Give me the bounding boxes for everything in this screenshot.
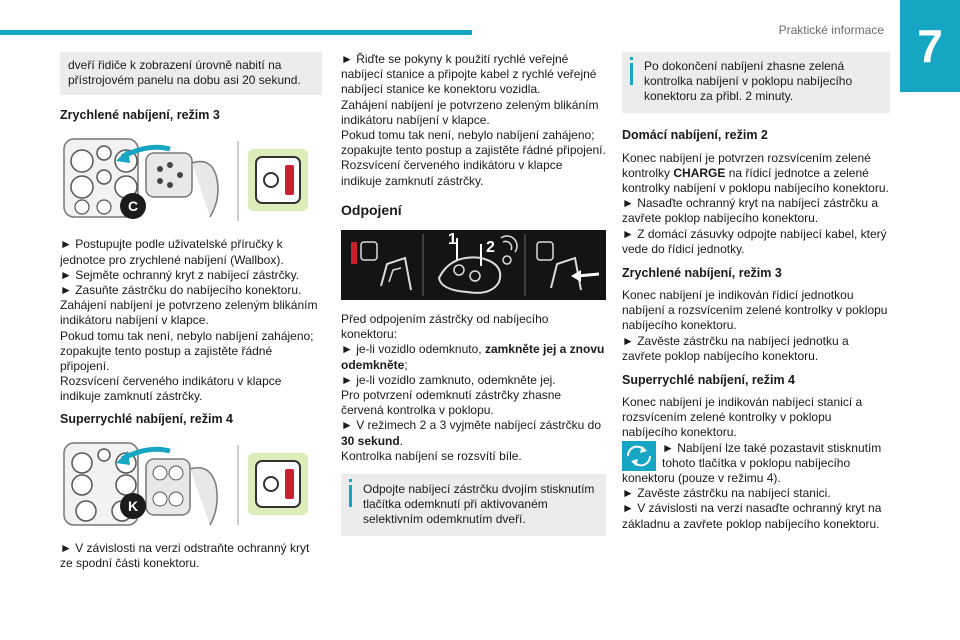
home-step-3: ► Z domácí zásuvky odpojte nabíjecí kabel, který vede do řídicí jednotky. [622, 226, 887, 256]
step-emphasis: CHARGE [673, 165, 726, 180]
heading-home: Domácí nabíjení, režim 2 [622, 127, 768, 142]
note-text: dveří řidiče k zobrazení úrovně nabití na přístrojovém panelu na dobu asi 20 sekund. [68, 58, 301, 88]
mode4-step-3: ► V závislosti na verzi nasaďte ochranný kryt na základnu a zavřete poklop nabíjecího konektoru. [622, 501, 882, 531]
col2-text-3: Pokud tomu tak není, nebylo nabíjení zahájeno; zopakujte tento postup a zajistěte řádné připojení. [341, 128, 606, 158]
step-text: ► V režimech 2 a 3 vyjměte nabíjecí zástrčku do [341, 418, 601, 433]
mode3-steps [60, 237, 322, 404]
disconnect-steps [341, 312, 606, 464]
note-box [60, 52, 322, 95]
home-step-2: ► Nasaďte ochranný kryt na nabíjecí zástrčku a zavřete poklop nabíjecího konektoru. [622, 196, 879, 226]
mode3-steps [622, 288, 890, 364]
step-text: . [399, 433, 404, 448]
disconnect-step-locked: ► je-li vozidlo zamknuto, odemkněte jej. [341, 372, 556, 387]
mode4-text-1: Konec nabíjení je indikován nabíjecí stanicí a rozsvícením zelené kontrolky v poklopu nabíjecího konektoru. [622, 395, 863, 440]
charge-plug-icon [146, 153, 218, 217]
mode4-steps [622, 395, 890, 532]
mode4-step-1: ► V závislosti na verzi odstraňte ochranný kryt ze spodní části konektoru. [60, 540, 310, 570]
home-text-1 [622, 151, 890, 197]
fast-charge-socket-illustration [60, 439, 322, 531]
figure-number-1: 1 [448, 231, 457, 249]
column-2 [341, 52, 606, 536]
chapter-number: 7 [900, 0, 960, 92]
step-text: na řídicí jednotce a zelené kontrolky nabíjení v poklopu nabíjecího konektoru. [622, 165, 889, 196]
info-icon-bar [349, 485, 352, 507]
step-emphasis: 30 sekund [341, 433, 400, 448]
step-text: Konec nabíjení je potvrzen rozsvícením zelené kontrolky [622, 150, 871, 180]
note-box [622, 52, 890, 113]
col2-text-4: Rozsvícení červeného indikátoru v klapce indikuje zamknutí zástrčky. [341, 158, 563, 188]
figure-disconnect [341, 230, 606, 300]
disconnect-step-modes [341, 418, 606, 448]
figure-mode4 [60, 439, 322, 531]
mode3-text-1: Konec nabíjení je indikován řídicí jednotkou nabíjení a rozsvícením zelené kontrolky v poklopu nabíjecího konektoru. [622, 288, 888, 333]
column-3 [622, 52, 890, 532]
figure-number-2: 2 [486, 239, 495, 257]
mode3-step-2: ► Zavěste zástrčku na nabíjecí jednotku a zavřete poklop nabíjecího konektoru. [622, 333, 849, 363]
info-icon [349, 479, 352, 482]
mode3-step-3: ► Zasuňte zástrčku do nabíjecího konektoru. [60, 283, 302, 298]
disconnect-white-light: Kontrolka nabíjení se rozsvítí bíle. [341, 448, 522, 463]
col2-text-1: ► Řiďte se pokyny k použití rychlé veřejné nabíjecí stanice a připojte kabel z rychlé veřejné nabíjecí stanice ke konektoru vozidla. [341, 52, 597, 97]
mode3-text-5: Pokud tomu tak není, nebylo nabíjení zahájeno; zopakujte tento postup a zajistěte řádné připojení. [60, 328, 314, 374]
disconnect-intro: Před odpojením zástrčky od nabíjecího konektoru: [341, 312, 549, 342]
info-icon-bar [630, 63, 633, 85]
col2-text-2: Zahájení nabíjení je potvrzeno zeleným blikáním indikátoru nabíjení v klapce. [341, 97, 599, 127]
figure-mode3 [60, 135, 322, 227]
disconnect-red-light: Pro potvrzení odemknutí zástrčky zhasne červená kontrolka v poklopu. [341, 388, 562, 418]
mode4-step-2: ► Zavěste zástrčku na nabíjecí stanici. [622, 486, 831, 501]
header-accent-bar [0, 30, 472, 35]
section-title: Praktické informace [778, 23, 884, 37]
mode4-button-step [622, 441, 890, 487]
mode3-text-6: Rozsvícení červeného indikátoru v klapce indikuje zamknutí zástrčky. [60, 374, 282, 404]
info-icon [630, 57, 633, 60]
pause-charge-icon [622, 441, 656, 471]
note-box [341, 474, 606, 536]
figure-label-k: K [120, 493, 146, 519]
heading-mode3: Zrychlené nabíjení, režim 3 [60, 108, 220, 123]
heading-mode4: Superrychlé nabíjení, režim 4 [622, 373, 795, 388]
step-emphasis: zamkněte jej a znovu odemkněte [341, 342, 605, 372]
lock-indicator-icon [248, 149, 308, 211]
mode3-text-4: Zahájení nabíjení je potvrzeno zeleným blikáním indikátoru nabíjení v klapce. [60, 298, 318, 328]
disconnect-illustration [341, 230, 606, 300]
figure-label-c: C [120, 193, 146, 219]
step-text: ; [404, 357, 408, 372]
heading-disconnect: Odpojení [341, 201, 402, 218]
step-text: ► je-li vozidlo odemknuto, [341, 342, 485, 357]
charge-plug-icon [146, 459, 217, 525]
heading-mode3: Zrychlené nabíjení, režim 3 [622, 266, 782, 281]
charging-socket-illustration [60, 135, 322, 227]
mode3-step-1: ► Postupujte podle uživatelské příručky k jednotce pro zrychlené nabíjení (Wallbox). [60, 237, 284, 267]
note-text: Po dokončení nabíjení zhasne zelená kontrolka nabíjení v poklopu nabíjecího konektoru za přibl. 2 minuty. [644, 59, 853, 104]
disconnect-step-unlocked [341, 342, 606, 372]
lock-indicator-icon [248, 453, 308, 515]
heading-mode4: Superrychlé nabíjení, režim 4 [60, 411, 233, 426]
mode3-step-2: ► Sejměte ochranný kryt z nabíjecí zástrčky. [60, 267, 300, 282]
mode4-step-button: ► Nabíjení lze také pozastavit stisknutím tohoto tlačítka v poklopu nabíjecího konektoru (pouze v režimu 4). [622, 440, 882, 486]
note-text: Odpojte nabíjecí zástrčku dvojím stisknutím tlačítka odemknutí při aktivovaném selektivním odemknutím dveří. [363, 482, 595, 527]
column-1 [60, 52, 322, 571]
home-steps [622, 151, 890, 257]
